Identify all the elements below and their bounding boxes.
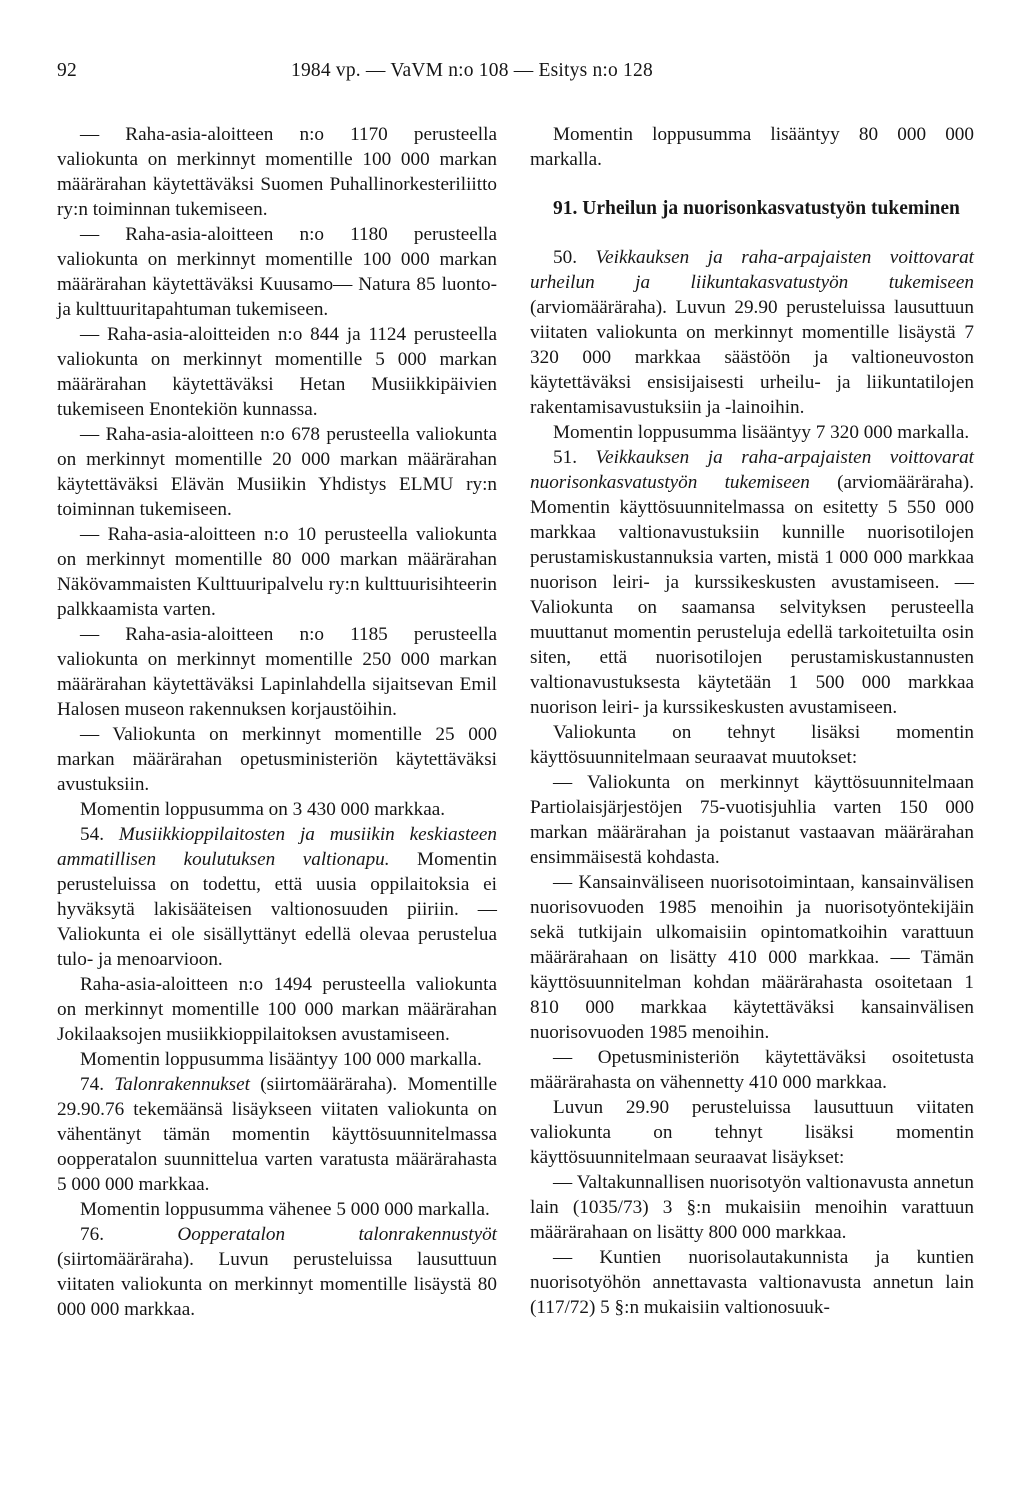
paragraph: Raha-asia-aloitteen n:o 1494 perusteella valiokunta on merkinnyt momentille 100 000 markan määrärahan Jokilaaksojen musiikkioppilaitoksen avustamiseen. bbox=[57, 974, 497, 1045]
moment-number: 74. bbox=[80, 1074, 104, 1095]
paragraph: — Kansainväliseen nuorisotoimintaan, kansainvälisen nuorisovuoden 1985 menoihin ja nuorisotyöntekijäin sekä tutkijain ulkomaisiin opintomatkoihin varattuun määrärahaan on lisätty 410 000 markkaa. — Tämän käyttösuunnitelman kohdan määrärahasta osoitetaan 1 810 000 markkaa käytettäväksi kansainvälisen nuorisovuoden 1985 menoihin. bbox=[530, 872, 974, 1043]
paragraph: — Valiokunta on merkinnyt käyttösuunnitelmaan Partiolaisjärjestöjen 75-vuotisjuhlia varten 150 000 markan määrärahan ja poistanut vastaavan määrärahan ensimmäisestä kohdasta. bbox=[530, 772, 974, 868]
moment-title: Veikkauksen ja raha-arpajaisten voittovarat urheilun ja liikuntakasvatustyön tukemiseen bbox=[530, 247, 974, 293]
moment-text: (arviomääräraha). Luvun 29.90 perusteluissa lausuttuun viitaten valiokunta on merkinnyt momentille lisäystä 7 320 000 markkaa säästöön ja valtioneuvoston käytettäväksi ensisijaisesti urheilu- ja liikuntatilojen rakentamisavustuksiin ja -lainoihin. bbox=[530, 297, 974, 418]
paragraph: Momentin loppusumma lisääntyy 7 320 000 markalla. bbox=[553, 422, 970, 443]
moment-title: Veikkauksen ja raha-arpajaisten voittovarat nuorisonkasvatustyön tukemiseen bbox=[530, 447, 974, 493]
moment-text: (siirtomääräraha). Momentille 29.90.76 tekemäänsä lisäykseen viitaten valiokunta on vähentänyt tämän momentin käyttösuunnitelmassa oopperatalon suunnittelua varten varatusta määrärahasta 5 000 000 markkaa. bbox=[57, 1074, 497, 1195]
paragraph: — Valiokunta on merkinnyt momentille 25 000 markan määrärahan opetusministeriön käytettäväksi avustuksiin. bbox=[57, 724, 497, 795]
moment-title: Oopperatalon talonrakennustyöt bbox=[177, 1224, 498, 1245]
paragraph: — Valtakunnallisen nuorisotyön valtionavusta annetun lain (1035/73) 3 §:n mukaisiin menoihin varattuun määrärahaan on lisätty 800 000 markkaa. bbox=[530, 1172, 974, 1243]
paragraph: Momentin loppusumma on 3 430 000 markkaa. bbox=[80, 799, 446, 820]
left-column bbox=[57, 122, 497, 1322]
paragraph: — Raha-asia-aloitteen n:o 10 perusteella valiokunta on merkinnyt momentille 80 000 markan määrärahan Näkövammaisten Kulttuuripalvelu ry:n kulttuurisihteerin palkkaamista varten. bbox=[57, 524, 497, 620]
page-number: 92 bbox=[57, 60, 77, 81]
paragraph-moment-76 bbox=[57, 1222, 497, 1322]
paragraph: — Raha-asia-aloitteen n:o 1180 perusteella valiokunta on merkinnyt momentille 100 000 markan määrärahan käytettäväksi Kuusamo— Natura 85 luonto- ja kulttuuritapahtuman tukemiseen. bbox=[57, 224, 497, 320]
paragraph-moment-74 bbox=[57, 1072, 497, 1197]
paragraph: — Raha-asia-aloitteen n:o 1185 perusteella valiokunta on merkinnyt momentille 250 000 markan määrärahan käytettäväksi Lapinlahdella sijaitsevan Emil Halosen museon rakennuksen korjaustöihin. bbox=[57, 624, 497, 720]
paragraph-moment-50 bbox=[530, 245, 974, 420]
moment-number: 54. bbox=[80, 824, 104, 845]
moment-title: Musiikkioppilaitosten ja musiikin keskiasteen ammatillisen koulutuksen valtionapu. bbox=[57, 824, 497, 870]
moment-text: (arviomääräraha). Momentin käyttösuunnitelmassa on esitetty 5 550 000 markkaa valtionavustuksiin kunnille nuorisotilojen perustamiskustannuksia varten, mistä 1 000 000 markkaa nuorison leiri- ja kurssikeskusten avustamiseen. — Valiokunta on saamansa selvityksen perusteella muuttanut momentin perusteluja edellä tarkoitetuilta osin siten, että nuorisotilojen perustamiskustannusten valtionavustuksesta käytetään 1 500 000 markkaa nuorison leiri- ja kurssikeskusten avustamiseen. bbox=[530, 472, 974, 718]
running-title: 1984 vp. — VaVM n:o 108 — Esitys n:o 128 bbox=[291, 60, 653, 81]
paragraph: Momentin loppusumma lisääntyy 100 000 markalla. bbox=[80, 1049, 482, 1070]
paragraph-moment-54 bbox=[57, 822, 497, 972]
moment-title: Talonrakennukset bbox=[114, 1074, 250, 1095]
paragraph: — Raha-asia-aloitteen n:o 1170 perusteella valiokunta on merkinnyt momentille 100 000 markan määrärahan käytettäväksi Suomen Puhallinorkesteriliitto ry:n toiminnan tukemiseen. bbox=[57, 124, 497, 220]
paragraph: Luvun 29.90 perusteluissa lausuttuun viitaten valiokunta on tehnyt lisäksi momentin käyttösuunnitelmaan seuraavat lisäykset: bbox=[530, 1097, 974, 1168]
paragraph: — Opetusministeriön käytettäväksi osoitetusta määrärahasta on vähennetty 410 000 markkaa. bbox=[530, 1047, 974, 1093]
paragraph: Valiokunta on tehnyt lisäksi momentin käyttösuunnitelmaan seuraavat muutokset: bbox=[530, 722, 974, 768]
paragraph: — Raha-asia-aloitteen n:o 678 perusteella valiokunta on merkinnyt momentille 20 000 markan määrärahan käytettäväksi Elävän Musiikin Yhdistys ELMU ry:n toiminnan tukemiseen. bbox=[57, 424, 497, 520]
section-heading: 91. Urheilun ja nuorisonkasvatustyön tukeminen bbox=[553, 198, 960, 219]
paragraph: Momentin loppusumma lisääntyy 80 000 000 markalla. bbox=[530, 124, 974, 170]
paragraph: — Kuntien nuorisolautakunnista ja kuntien nuorisotyöhön annettavasta valtionavusta annetun lain (117/72) 5 §:n mukaisiin valtionosuuk- bbox=[530, 1247, 974, 1318]
paragraph: — Raha-asia-aloitteiden n:o 844 ja 1124 perusteella valiokunta on merkinnyt momentille 5 000 markan määrärahan käytettäväksi Hetan Musiikkipäivien tukemiseen Enontekiön kunnassa. bbox=[57, 324, 497, 420]
paragraph: Momentin loppusumma vähenee 5 000 000 markalla. bbox=[80, 1199, 490, 1220]
right-column bbox=[530, 122, 974, 1320]
moment-text: (siirtomääräraha). Luvun perusteluissa lausuttuun viitaten valiokunta on merkinnyt momentille lisäystä 80 000 000 markkaa. bbox=[57, 1249, 497, 1320]
paragraph-moment-51 bbox=[530, 445, 974, 720]
moment-number: 76. bbox=[80, 1224, 104, 1245]
moment-number: 51. bbox=[553, 447, 577, 468]
moment-text: Momentin perusteluissa on todettu, että uusia oppilaitoksia ei hyväksytä lakisääteisen valtionosuuden piiriin. — Valiokunta ei ole sisällyttänyt edellä olevaa perustelua tulo- ja menoarvioon. bbox=[57, 849, 497, 970]
moment-number: 50. bbox=[553, 247, 577, 268]
